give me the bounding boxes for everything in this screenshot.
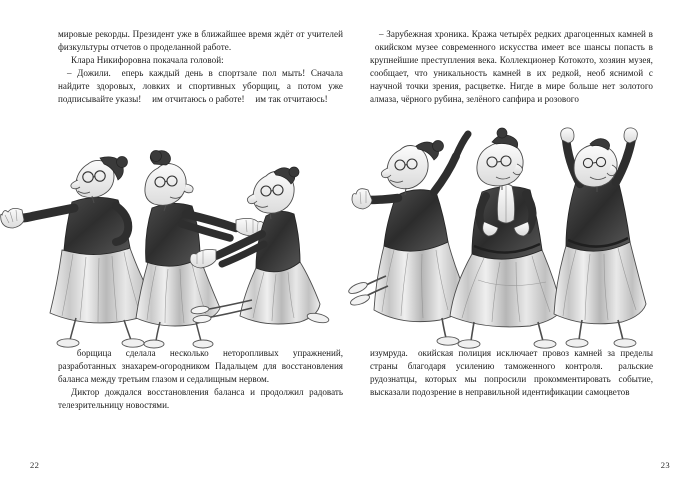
paragraph-text: – Зарубежная хроника. Кража четырёх редких драгоценных камней в (379, 29, 653, 39)
paragraph-text: им так отчитаюсь! (253, 94, 328, 105)
paragraph-text: окийская полиция исключает провоз камней за пределы страны благодаря усилению таможенного контроля. (370, 348, 653, 372)
left-page-top-text (58, 28, 343, 106)
right-page (350, 0, 700, 494)
paragraph-text: Клара Никифоровна покачала головой: (71, 55, 224, 66)
paragraph-text: ральские рудознатцы, которых мы попросили прокомментировать событие, высказали подозрение в неправильной идентификации самоцветов (370, 361, 653, 398)
paragraph-text: борщица сделала несколько неторопливых упражнений, разработанных знахарем-огородником Падальцем для восстановления баланса между третьим глазом и седалищным нервом. (58, 348, 343, 385)
paragraph-text: окийском музее современного искусства имеет все шансы попасть в крупнейшие преступления века. Коллекционер Котокото, хозяин музея, сообщает, что уникальность камней в их редкой, необ (370, 42, 653, 79)
figure-prayer-hands (450, 128, 562, 348)
paragraph (370, 347, 653, 399)
faded-glyph: Т (413, 348, 418, 358)
faded-glyph: Т (370, 42, 375, 53)
paragraph-text: еперь каждый день в спортзале пол мыть! Сначала найдите здоровых, ловких и спортивных уборщиц, а потом уже подписывайте указы! (58, 68, 343, 105)
paragraph-text: изумруда. (370, 348, 414, 358)
right-page-top-text (370, 28, 653, 106)
faded-glyph: У (71, 348, 77, 358)
paragraph-dialogue (370, 28, 653, 106)
paragraph-text: мировые рекорды. Президент уже в ближайшее время ждёт от учителей физкультуры отчетов о проделанной работе. (58, 29, 343, 53)
paragraph (58, 386, 343, 412)
page-number-left: 22 (30, 460, 40, 470)
left-page-bottom-text (58, 347, 343, 412)
paragraph-text: яснимой с научной точки зрения, расцветке. Нигде в мире больше нет золотого алмаза, чёрного рубина, зелёного сапфира и розового (370, 68, 653, 105)
figure-standing-arm-out (1, 157, 158, 348)
faded-glyph: Я (246, 94, 254, 105)
faded-glyph: Я (143, 94, 150, 105)
figure-arms-up (554, 128, 646, 347)
page-number-right: 23 (660, 460, 670, 470)
right-page-bottom-text (370, 347, 653, 399)
paragraph-text: Диктор дождался восстановления баланса и продолжил радовать телезрительницу новостями. (58, 387, 343, 411)
paragraph (58, 54, 343, 67)
faded-glyph: Т (116, 68, 122, 79)
paragraph-text: – Дожили. (67, 68, 117, 79)
paragraph-text: им отчитаюсь о работе! (149, 94, 247, 105)
faded-glyph: У (612, 361, 619, 372)
paragraph (58, 28, 343, 54)
paragraph (58, 347, 343, 386)
paragraph-dialogue (58, 67, 343, 106)
faded-glyph: ъ (604, 68, 610, 79)
